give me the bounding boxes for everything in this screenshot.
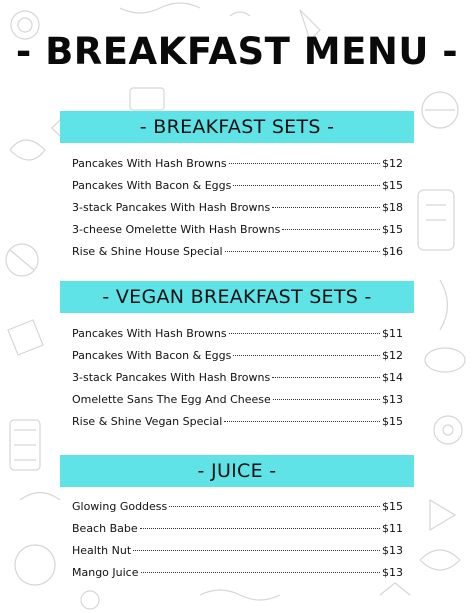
dot-leader: [169, 506, 380, 507]
dot-leader: [272, 377, 380, 378]
menu-item: [72, 544, 403, 566]
item-name: Beach Babe: [72, 522, 138, 535]
section-header-vegan-breakfast-sets: - VEGAN BREAKFAST SETS -: [60, 281, 414, 313]
item-price: $16: [382, 245, 403, 258]
section-header-breakfast-sets: - BREAKFAST SETS -: [60, 111, 414, 143]
item-price: $12: [382, 349, 403, 362]
item-name: Glowing Goddess: [72, 500, 168, 513]
item-price: $13: [382, 544, 403, 557]
dot-leader: [233, 185, 380, 186]
menu-item: [72, 179, 403, 201]
menu-item: [72, 245, 403, 267]
item-price: $13: [382, 566, 403, 579]
item-price: $15: [382, 223, 403, 236]
item-price: $11: [382, 327, 403, 340]
menu-item: [72, 393, 403, 415]
menu-item: [72, 566, 403, 588]
menu-item: [72, 415, 403, 437]
item-name: 3-stack Pancakes With Hash Browns: [72, 371, 271, 384]
vegan-breakfast-sets-list: [72, 327, 403, 437]
dot-leader: [233, 355, 380, 356]
item-name: Pancakes With Bacon & Eggs: [72, 179, 232, 192]
menu-title: - BREAKFAST MENU -: [15, 30, 459, 73]
item-name: 3-cheese Omelette With Hash Browns: [72, 223, 281, 236]
item-price: $18: [382, 201, 403, 214]
item-price: $11: [382, 522, 403, 535]
dot-leader: [229, 163, 380, 164]
dot-leader: [225, 251, 380, 252]
item-name: Pancakes With Hash Browns: [72, 327, 227, 340]
menu-item: [72, 327, 403, 349]
item-name: Rise & Shine House Special: [72, 245, 223, 258]
menu-item: [72, 223, 403, 245]
breakfast-sets-list: [72, 157, 403, 267]
dot-leader: [140, 528, 380, 529]
dot-leader: [273, 399, 380, 400]
menu-item: [72, 500, 403, 522]
item-name: Health Nut: [72, 544, 132, 557]
item-name: 3-stack Pancakes With Hash Browns: [72, 201, 271, 214]
dot-leader: [272, 207, 380, 208]
item-name: Omelette Sans The Egg And Cheese: [72, 393, 271, 406]
item-name: Rise & Shine Vegan Special: [72, 415, 223, 428]
dot-leader: [133, 550, 380, 551]
menu-item: [72, 522, 403, 544]
item-price: $15: [382, 500, 403, 513]
item-price: $15: [382, 179, 403, 192]
dot-leader: [224, 421, 380, 422]
menu-item: [72, 349, 403, 371]
menu-item: [72, 157, 403, 179]
section-header-juice: - JUICE -: [60, 455, 414, 487]
juice-list: [72, 500, 403, 588]
menu-item: [72, 201, 403, 223]
dot-leader: [141, 572, 381, 573]
item-price: $12: [382, 157, 403, 170]
item-name: Pancakes With Hash Browns: [72, 157, 227, 170]
menu-item: [72, 371, 403, 393]
item-price: $15: [382, 415, 403, 428]
item-name: Mango Juice: [72, 566, 139, 579]
dot-leader: [282, 229, 380, 230]
item-price: $14: [382, 371, 403, 384]
dot-leader: [229, 333, 380, 334]
item-price: $13: [382, 393, 403, 406]
item-name: Pancakes With Bacon & Eggs: [72, 349, 232, 362]
